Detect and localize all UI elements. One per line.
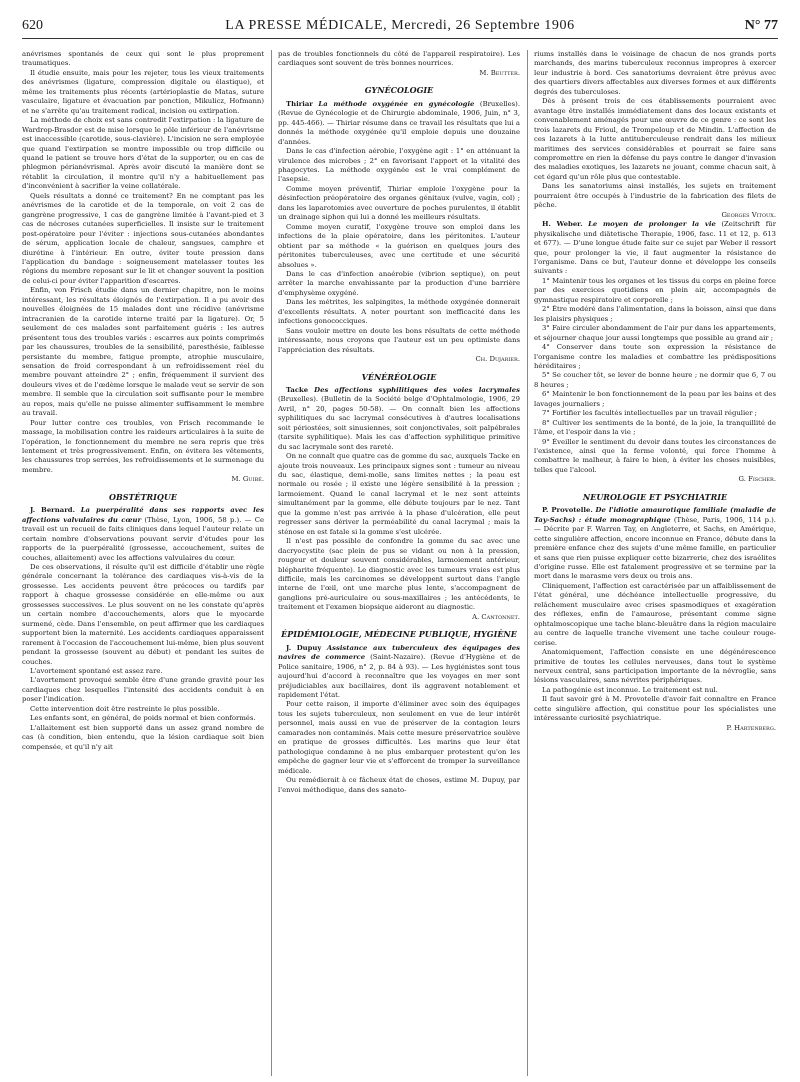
article-entry [278,386,520,452]
paragraph: La méthode de choix est sans contredit l'extirpation : la ligature de Wardrop-Brasdor est de mise lorsque le pôle inférieur de l'anévrisme est inaccessible (carotide, sous-clavière). L'incision ne sera employée que quand l'extirpation se montre impossible ou trop difficile ou quand le patient se trouve hors d'état de la supporter, ou en cas de phlegmon périanévrismal. Après avoir discuté la manière dont se rétablit la circulation, il montre qu'il n'y a habituellement pas d'inconvénient à sacrifier la veine collatérale. [22,116,264,191]
column-divider [527,50,528,1076]
paragraph: Cliniquement, l'affection est caractérisée par un affaiblissement de l'état général, une déchéance intellectuelle progressive, du relâchement musculaire avec crises spasmodiques et exagération des réflexes, enfin de l'amaurose, présentant comme signe ophtalmoscopique une tache blanc-bleuâtre dans la région maculaire au centre de laquelle tranche vivement une tache couleur rouge-cerise. [534,581,776,647]
journal-title: LA PRESSE MÉDICALE, Mercredi, 26 Septembre 1906 [225,18,575,33]
issue-number: N° 77 [744,18,778,33]
header-rule [22,38,778,39]
paragraph: Comme moyen curatif, l'oxygène trouve son emploi dans les infections de la plaie opératoire, dans les péritonites. L'auteur obtient par sa méthode « la guérison en quelques jours des péritonites tuberculeuses, avec une certitude et une sécurité absolues ». [278,222,520,269]
paragraph: anévrismes spontanés de ceux qui sont le plus proprement traumatiques. [22,50,264,68]
article-title: De l'idiotie amaurotique familiale (maladie de Tay-Sachs) : étude monographique [534,506,776,524]
page-number: 620 [22,18,43,33]
column-divider [271,50,272,1076]
paragraph: Ou remédierait à ce fâcheux état de choses, estime M. Dupuy, par l'envoi méthodique, dans des sanato- [278,776,520,794]
article-entry [534,220,776,277]
article-author: P. Provotelle. [542,506,593,515]
paragraph: Dans le cas d'infection anaérobie (vibrion septique), on peut arrêter la marche envahissante par la production d'une barrière d'emphysème oxygéné. [278,269,520,297]
paragraph: La pathogénie est inconnue. Le traitement est nul. [542,685,718,694]
paragraph: Dans les sanatoriums ainsi installés, les sujets en traitement pourraient être occupés à l'industrie de la fabrication des filets de pêche. [534,182,776,210]
paragraph: riums installés dans le voisinage de chacun de nos grands ports marchands, des marins tuberculeux reconnus impropres à exercer leur industrie à bord. Ces sanatoriums devraient être prévus avec des quartiers divers affectables aux diverses formes et aux différents degrés des tuberculoses. [534,50,776,96]
paragraph: Pour cette raison, il importe d'éliminer avec soin des équipages tous les sujets tuberculeux, non seulement en vue de leur intérêt personnel, mais aussi en vue de préserver de la contagion leurs camarades non contaminés. Mais cette mesure préservatrice soulève en pratique de grosses difficultés. Les marins que leur état pathologique condamne à ne plus embarquer protestent qu'on les empêche de gagner leur vie et s'efforcent de tromper la surveillance médicale. [278,700,520,775]
paragraph: 4° Conserver dans toute son expression la résistance de l'organisme contre les maladies et combattre les prédispositions héréditaires ; [534,343,776,370]
article-author: Thiriar [286,99,313,108]
article-author: H. Weber. [542,220,583,229]
paragraph: Enfin, von Frisch étudie dans un dernier chapitre, non le moins intéressant, les résultats éloignés de l'extirpation. Il a pu avoir des nouvelles éloignées de 15 malades dont une récidive (anévrisme intracranien de la carotide interne traité par la ligature). Or, 5 seulement de ces malades sont parfaitement guéris : les autres présentent tous des troubles variés : escarres aux points comprimés par les chaussures, troubles de la sensibilité, paresthésie, faiblesse persistante du membre, fatigue prompte, atrophie musculaire, sensation de froid correspondant à un refroidissement réel du membre pouvant atteindre 2° ; enfin, fréquemment il survient des douleurs vives et de l'œdème lorsque le malade veut se servir de son membre. Il semble que la circulation soit suffisante pour le membre au repos, mais qu'elle ne puisse alimenter suffisamment le membre au travail. [22,286,264,418]
paragraph: Comme moyen préventif, Thiriar emploie l'oxygène pour la désinfection préopératoire des organes génitaux (vulve, vagin, col) ; dans les laparotomies avec ouverture de poches purulentes, il établit un drainage siphon qui lui a donné les meilleurs résultats. [278,184,520,222]
section-heading: GYNÉCOLOGIE [364,85,434,96]
paragraph: 3° Faire circuler abondamment de l'air pur dans les appartements, et séjourner chaque jour aussi longtemps que possible au grand air ; [534,324,776,342]
section-heading: VÉNÉRÉOLOGIE [361,371,437,382]
author-signature: Ch. Dujarier. [475,355,520,364]
paragraph: L'avortement spontané est assez rare. [30,667,163,675]
article-title: Assistance aux tuberculeux des équipages des navires de commerce [278,643,520,662]
article-text: (Bruxelles). (Bulletin de la Société belge d'Ophtalmologie, 1906, 29 Avril, n° 20, pages 50-58). — On connaît bien les affections syphilitiques du sac lacrymal consécutives à d'autres localisations soit périostées, soit sinusiennes, soit conjonctivales, soit palpébrales (tarsite syphilitique). Mais les cas d'affection syphilitique primitive du sac lacrymale sont des rareté. [278,395,520,451]
author-signature: A. Cantonnet. [472,612,520,621]
section-heading: OBSTÉTRIQUE [109,491,177,502]
article-text: (Thèse, Paris, 1906, 114 p.). — Décrite par F. Warren Tay, en Angleterre, et Sachs, en Amérique, cette singulière affection, encore inconnue en France, débute dans la première enfance chez des sujets d'une même famille, en particulier et sans que rien puisse expliquer cette bizarrerie, chez des israélites d'origine russe. Elle est fatalement progressive et se termine par la mort dans le marasme vers deux ou trois ans. [534,515,776,581]
paragraph: 2° Être modéré dans l'alimentation, dans la boisson, ainsi que dans les plaisirs physiques ; [534,305,776,323]
paragraph: Il étudie ensuite, mais pour les rejeter, tous les vieux traitements des anévrismes (ligature, compression digitale ou élastique), et même les traitements plus récents (artérioplastie de Matas, suture vasculaire, ligature et évacuation par ponction, Mikulicz, Hofmann) et ne s'arrête qu'au traitement radical, incision ou extirpation. [22,68,264,115]
paragraph: Dès à présent trois de ces établissements pourraient avec avantage être installés immédiatement dans des locaux existants et convenablement aménagés pour une œuvre de ce genre : ce sont les trois lazarets du Frioul, de Trompeloup et de Mindin. L'affection de ces lazarets à la lutte antituberculeuse rendrait dans les milieux maritimes des services considérables et pourrait se faire sans compromettre en rien la défense du pays contre le danger d'invasion des maladies exotiques, les lazarets ne jouant, comme chacun sait, à cet égard qu'un rôle plus que contestable. [534,97,776,181]
paragraph: Les enfants sont, en général, de poids normal et bien conformés. [30,714,256,723]
article-text: (Saint-Nazaire). (Revue d'Hygiène et de Police sanitaire, 1906, n° 2, p. 84 à 93). — Les hygiénistes sont tous aujourd'hui d'accord à reconnaître que les voyages en mer sont préjudiciables aux bacillaires, dont ils aggravent notablement et rapidement l'état. [278,653,520,699]
article-text: (Bruxelles). (Revue de Gynécologie et de Chirurgie abdominale, 1906, Juin, n° 3, pp. 445-466). — Thiriar résume dans ce travail les résultats que lui a donnés la méthode oxygénée qu'il emploie depuis une douzaine d'années. [278,99,520,146]
paragraph: L'avortement provoqué semble être d'une grande gravité pour les cardiaques chez lesquelles l'intensité des accidents conduit à en poser l'indication. [22,676,264,704]
paragraph: 7° Fortifier les facultés intellectuelles par un travail régulier ; [542,409,757,418]
paragraph: Anatomiquement, l'affection consiste en une dégénérescence primitive de toutes les cellules nerveuses, dans tout le système nerveux central, sans participation importante de la névroglie, sans lésions vasculaires, sans névrites périphériques. [534,648,776,685]
paragraph: Cette intervention doit être restreinte le plus possible. [30,704,220,713]
article-title: Des affections syphilitiques des voies lacrymales [314,385,520,394]
author-signature: M. Guibé. [231,475,264,484]
paragraph: 5° Se coucher tôt, se lever de bonne heure ; ne dormir que 6, 7 ou 8 heures ; [534,371,776,389]
paragraph: Quels résultats a donné ce traitement? En ne comptant pas les anévrismes de la carotide et de la temporale, on voit 2 cas de gangrène progressive, 1 cas de gangrène limitée à l'avant-pied et 3 cas de nécroses cutanées superficielles. Il insiste sur le traitement post-opératoire pour l'éviter : injections sous-cutanées abondantes de sérum, application locale de chaleur, sangsues, camphre et diurétine à l'intérieur. En outre, éviter toute pression dans l'application du bandage : soigneusement matelasser toutes les régions du membre reposant sur le lit et changer souvent la position de celui-ci pour éviter l'apparition d'escarres. [22,191,264,285]
section-heading: ÉPIDÉMIOLOGIE, MÉDECINE PUBLIQUE, HYGIÈNE [281,629,517,640]
article-text: (Zeitschrift für physikalische und diätetische Therapie, 1906, fasc. 11 et 12, p. 613 et 677). — D'une longue étude faite sur ce sujet par Weber il ressort que, pour prolonger la vie, il faut augmenter la résistance de l'organisme. Dans ce but, l'auteur donne et développe les conseils suivants : [534,220,776,276]
paragraph: 6° Maintenir le bon fonctionnement de la peau par les bains et des lavages journaliers ; [534,390,776,408]
paragraph: De ces observations, il résulte qu'il est difficile d'établir une règle générale concernant la tolérance des cardiaques vis-à-vis de la grossesse. Les accidents peuvent être précoces ou tardifs par rapport à chaque grossesse considérée en elle-même ou aux grossesses successives. Le plus souvent on ne les constate qu'après un certain nombre d'accouchements, alors que le myocarde surmené, cède. Dans l'ensemble, on peut affirmer que les cardiaques supportent bien la maternité. Les accidents cardiaques apparaissent rarement à l'occasion de l'accouchement lui-même, bien plus souvent pendant la grossesse (souvent au début) et pendant les suites de couches. [22,563,264,666]
page-header [22,18,778,38]
paragraph: pas de troubles fonctionnels du côté de l'appareil respiratoire). Les cardiaques sont souvent de très bonnes nourrices. [278,50,520,68]
column-2 [278,50,520,1076]
article-entry [22,506,264,563]
column-3 [534,50,776,1076]
article-title: La puerpéralité dans ses rapports avec les affections valvulaires du cœur [22,506,264,524]
paragraph: L'allaitement est bien supporté dans un assez grand nombre de cas (à condition, bien entendu, que la lésion cardiaque soit bien compensée, et qu'il n'y ait [22,723,264,751]
section-heading: NEUROLOGIE ET PSYCHIATRIE [582,491,728,502]
article-columns [22,50,778,1076]
article-title: La méthode oxygénée en gynécologie [318,99,475,108]
article-author: J. Bernard. [30,506,75,515]
author-signature: M. Beutter. [479,68,520,77]
article-author: Tacke [286,385,309,394]
paragraph: Dans les métrites, les salpingites, la méthode oxygénée donnerait d'excellents résultats. A noter pourtant son inefficacité dans les infections gonococciques. [278,298,520,326]
paragraph: Pour lutter contre ces troubles, von Frisch recommande le massage, la mobilisation contre les raideurs articulaires à la suite de l'opération, le fonctionnement du membre ne sera repris que très lentement et très progressivement. Enfin, on évitera les vêtements, les chaussures trop serrées, les refroidissements et le surmenage du membre. [22,418,264,474]
article-text: (Thèse, Lyon, 1906, 58 p.). — Ce travail est un recueil de faits cliniques dans lequel l'auteur relate un certain nombre d'observations pouvant servir d'études pour les rapports de la puerpéralité (grossesse, accouchement, suites de couches, allaitement) avec les affections valvulaires du cœur. [22,515,264,562]
author-signature: P. Hartenberg. [726,723,776,732]
column-1 [22,50,264,1076]
paragraph: Il faut savoir gré à M. Provotelle d'avoir fait connaître en France cette singulière affection, qui constitue pour les spécialistes une intéressante curiosité psychiatrique. [534,695,776,723]
author-signature: Georges Vitoux. [721,210,776,219]
article-author: J. Dupuy [286,643,322,652]
paragraph: 1° Maintenir tous les organes et les tissus du corps en pleine force par des exercices quotidiens en plein air, accompagnés de gymnastique respiratoire et corporelle ; [534,276,776,304]
paragraph: Il n'est pas possible de confondre la gomme du sac avec une dacryocystite (sac plein de pus se vidant ou non à la pression, rougeur et douleur souvent considérables, larmoiement antérieur, blépharite fréquente). Le diagnostic avec les tumeurs vraies est plus difficile, mais les carcinomes se développent surtout dans l'angle interne de l'œil, ont une marche plus lente, s'accompagnent de ganglions pré-auriculaire ou sous-maxillaires ; les antécédents, le traitement et l'examen biopsique aideront au diagnostic. [278,537,520,612]
paragraph: On ne connaît que quatre cas de gomme du sac, auxquels Tacke en ajoute trois nouveaux. Les principaux signes sont : tumeur au niveau du sac, élastique, demi-molle, sans limites nettes ; la peau est normale ou rosée ; il existe une légère sensibilité à la pression ; larmoiement. Quand le canal lacrymal et le nez sont atteints simultanément par la gomme, elle débute toujours par le nez. Tant que la gomme n'est pas arrivée à la phase d'ulcération, elle peut regresser sans dériver la perméabilité du canal lacrymal ; mais la sténose en est fatale si la gomme s'est ulcérée. [278,452,520,536]
paragraph: Sans vouloir mettre en doute les bons résultats de cette méthode intéressante, nous croyons que l'auteur est un peu optimiste dans l'appréciation des résultats. [278,326,520,354]
author-signature: G. Fischer. [738,475,776,484]
paragraph: Dans le cas d'infection aérobie, l'oxygène agit : 1° en atténuant la virulence des microbes ; 2° en favorisant l'apport et la vitalité des phagocytes. La méthode oxygénée est le vrai complément de l'asepsie. [278,147,520,184]
article-title: Le moyen de prolonger la vie [588,220,716,229]
article-entry [278,100,520,147]
paragraph: 8° Cultiver les sentiments de la bonté, de la joie, la tranquillité de l'âme, et l'espoir dans la vie ; [534,418,776,437]
article-entry [278,644,520,701]
paragraph: 9° Éveiller le sentiment du devoir dans toutes les circonstances de l'existence, ainsi que la ferme volonté, qui force l'homme à combattre le malheur, à faire le bien, à éviter les choses nuisibles, telles que l'alcool. [534,437,776,474]
article-entry [534,506,776,582]
